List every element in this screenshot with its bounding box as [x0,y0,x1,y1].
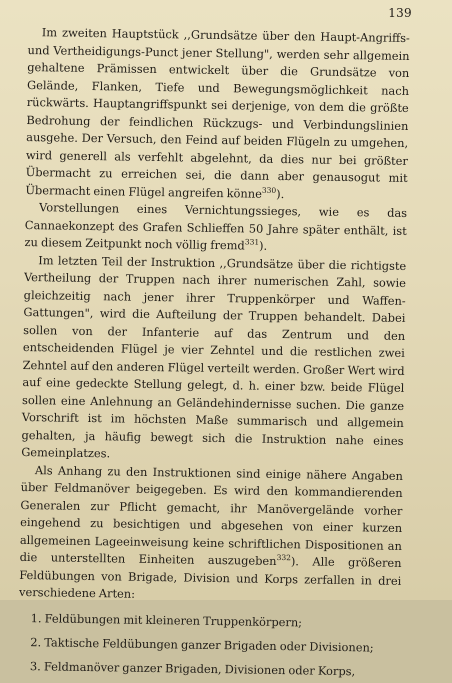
paragraph-1: Im zweiten Hauptstück ,,Grundsätze über den Haupt-Angriffs- und Vertheidigungs-Punct jener Stellung", werden sehr allgemein gehaltene Prämissen entwickelt über die Grundsätze von Gelände, Flanken, Tiefe und Bewegungsmöglichkeit nach rückwärts. Hauptangriffspunkt sei derjenige, von dem die größte Bedrohung der feindlichen Rückzugs- und Verbindungslinien ausgehe. Der Versuch, den Feind auf beiden Flügeln zu umgehen, wird generell als verfehlt abgelehnt, da dies nur bei größter Übermacht zu erreichen sei, die dann aber genausogut mit Übermacht einen Flügel angreifen könne$^{330}$). [25,25,410,201]
footnote-ref: 331 [244,237,260,247]
paragraph-2: Vorstellungen eines Vernichtungssieges, wie es das Cannaekonzept des Grafen Schlieffen 50 Jahre später enthält, ist zu diesem Zeitpunkt noch völlig fremd$^{331}$). [24,200,408,253]
paragraph-4: Als Anhang zu den Instruktionen sind einige nähere Angaben über Feldmanöver beigegeben. Es wird den kommandierenden Generalen zur Pflicht gemacht, ihr Manövergelände vorher eingehend zu besichtigen und abgesehen von einer kurzen allgemeinen Lageeinweisung keine schriftlichen Dispositionen an die unterstellten Einheiten auszugeben$^{332}$). Alle größeren Feldübungen von Brigade, Division und Korps zerfallen in drei verschiedene Arten: [18,462,404,601]
body-text [18,24,410,683]
exercise-types-list [18,605,401,683]
list-item: 1. Feldübungen mit kleineren Truppenkörpern; [30,610,303,629]
page-number: 139 [388,6,412,20]
list-item: 3. Feldmanöver ganzer Brigaden, Divisionen oder Korps, [29,658,356,678]
list-item: 2. Taktische Feldübungen ganzer Brigaden oder Divisionen; [30,634,374,655]
footnote-ref: 332 [276,552,292,563]
paragraph-3: Im letzten Teil der Instruktion ,,Grundsätze über die richtigste Vertheilung der Truppen nach ihrer numerischen Zahl, sowie gleichzeitig nach jener ihrer Truppenkörper und Waffen-Gattungen", wird die Aufteilung der Truppen behandelt. Dabei sollen von der Infanterie auf das Zentrum und den entscheidenden Flügel je vier Zehntel und die restlichen zwei Zehntel auf den anderen Flügel verteilt werden. Großer Wert wird auf eine gedeckte Stellung gelegt, d. h. einer bzw. beide Flügel sollen eine Anlehnung an Geländehindernisse suchen. Die ganze Vorschrift ist im höchsten Maße summarisch und allgemein gehalten, ja häufig bewegt sich die Instruktion nahe eines Gemeinplatzes. [21,252,407,461]
footnote-ref: 330 [261,185,277,195]
